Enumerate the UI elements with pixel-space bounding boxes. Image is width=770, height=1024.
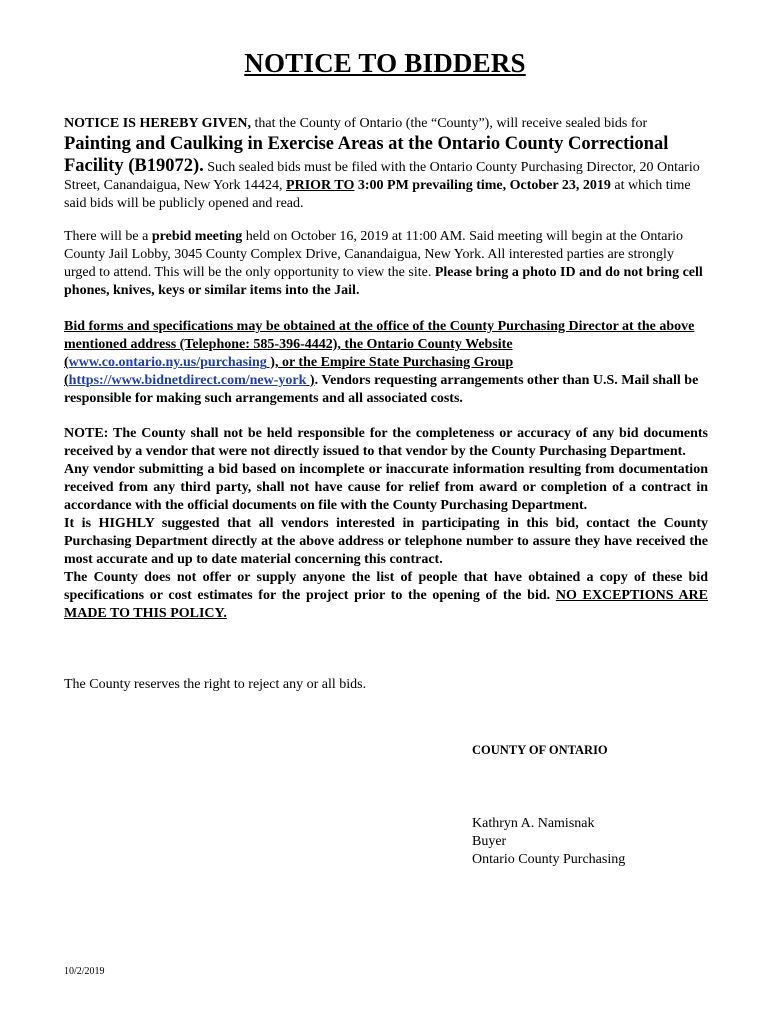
signature-name: Kathryn A. Namisnak <box>472 816 595 831</box>
project-title: Painting and Caulking in Exercise Areas at the Ontario County Correctional Facility (B19072). <box>64 134 669 176</box>
jail-instructions: Please bring a photo ID and do not bring cell phones, knives, keys or similar items into the Jail. <box>64 265 703 298</box>
prebid-text-1: There will be a <box>64 229 152 244</box>
notice-text-1: that the County of Ontario (the “County”), will receive sealed bids for <box>250 116 648 131</box>
paragraph-reserve: The County reserves the right to reject any or all bids. <box>64 677 367 692</box>
paragraph-bid-forms <box>64 318 708 408</box>
bidnet-link[interactable]: https://www.bidnetdirect.com/new-york <box>68 373 307 388</box>
bid-forms-text-4: . Vendors requesting arrangements other than U.S. Mail shall be responsible for making such arrangements and all associated costs. <box>64 373 699 406</box>
no-exceptions: NO EXCEPTIONS ARE MADE TO THIS POLICY. <box>64 588 708 621</box>
note-policy <box>64 569 708 623</box>
signature-dept: Ontario County Purchasing <box>472 852 626 867</box>
county-website-link[interactable]: www.co.ontario.ny.us/purchasing <box>68 355 267 370</box>
footer-date: 10/2/2019 <box>64 966 105 977</box>
paragraph-prebid <box>64 228 708 300</box>
prior-to: PRIOR TO <box>286 178 355 193</box>
notice-text-3: at which time said bids will be publicly opened and read. <box>64 178 691 211</box>
bid-deadline: 3:00 PM prevailing time, October 23, 2019 <box>354 178 611 193</box>
signature-org: COUNTY OF ONTARIO <box>472 743 608 757</box>
bid-forms-text-1: Bid forms and specifications may be obtained at the office of the County Purchasing Director at the above mentioned address (Telephone: 585-396-4442), the Ontario County Website ( <box>64 319 695 370</box>
prebid-text-2: held on October 16, 2019 at 11:00 AM. Said meeting will begin at the Ontario County Jail Lobby, 3045 County Complex Drive, Canandaigua, New York. All interested parties are strongly urged to attend. This will be the only opportunity to view the site. <box>64 229 684 280</box>
paragraph-notice <box>64 115 708 213</box>
notice-lead: NOTICE IS HEREBY GIVEN, <box>64 116 251 131</box>
notice-text-2: Such sealed bids must be filed with the Ontario County Purchasing Director, 20 Ontario Street, Canandaigua, New York 14424, <box>64 160 700 193</box>
note-third-party: Any vendor submitting a bid based on incomplete or inaccurate information resulting from documentation received from any third party, shall not have cause for relief from award or completion of a contract in accordance with the official documents on file with the County Purchasing Department. <box>64 462 708 513</box>
bid-forms-text-3: ) <box>306 373 315 388</box>
note-responsibility: NOTE: The County shall not be held responsible for the completeness or accuracy of any bid documents received by a vendor that were not directly issued to that vendor by the County Purchasing Department. <box>64 426 708 459</box>
paragraph-notes <box>64 425 708 623</box>
note-contact: It is HIGHLY suggested that all vendors interested in participating in this bid, contact the County Purchasing Department directly at the above address or telephone number to assure they have received the most accurate and up to date material concerning this contract. <box>64 516 708 567</box>
bid-forms-text-2: ), or the Empire State Purchasing Group ( <box>64 355 514 388</box>
signature-role: Buyer <box>472 834 507 849</box>
prebid-meeting: prebid meeting <box>151 229 243 244</box>
page-title: NOTICE TO BIDDERS <box>244 48 526 78</box>
note-policy-text: The County does not offer or supply anyone the list of people that have obtained a copy of these bid specifications or cost estimates for the project prior to the opening of the bid. <box>64 570 708 603</box>
